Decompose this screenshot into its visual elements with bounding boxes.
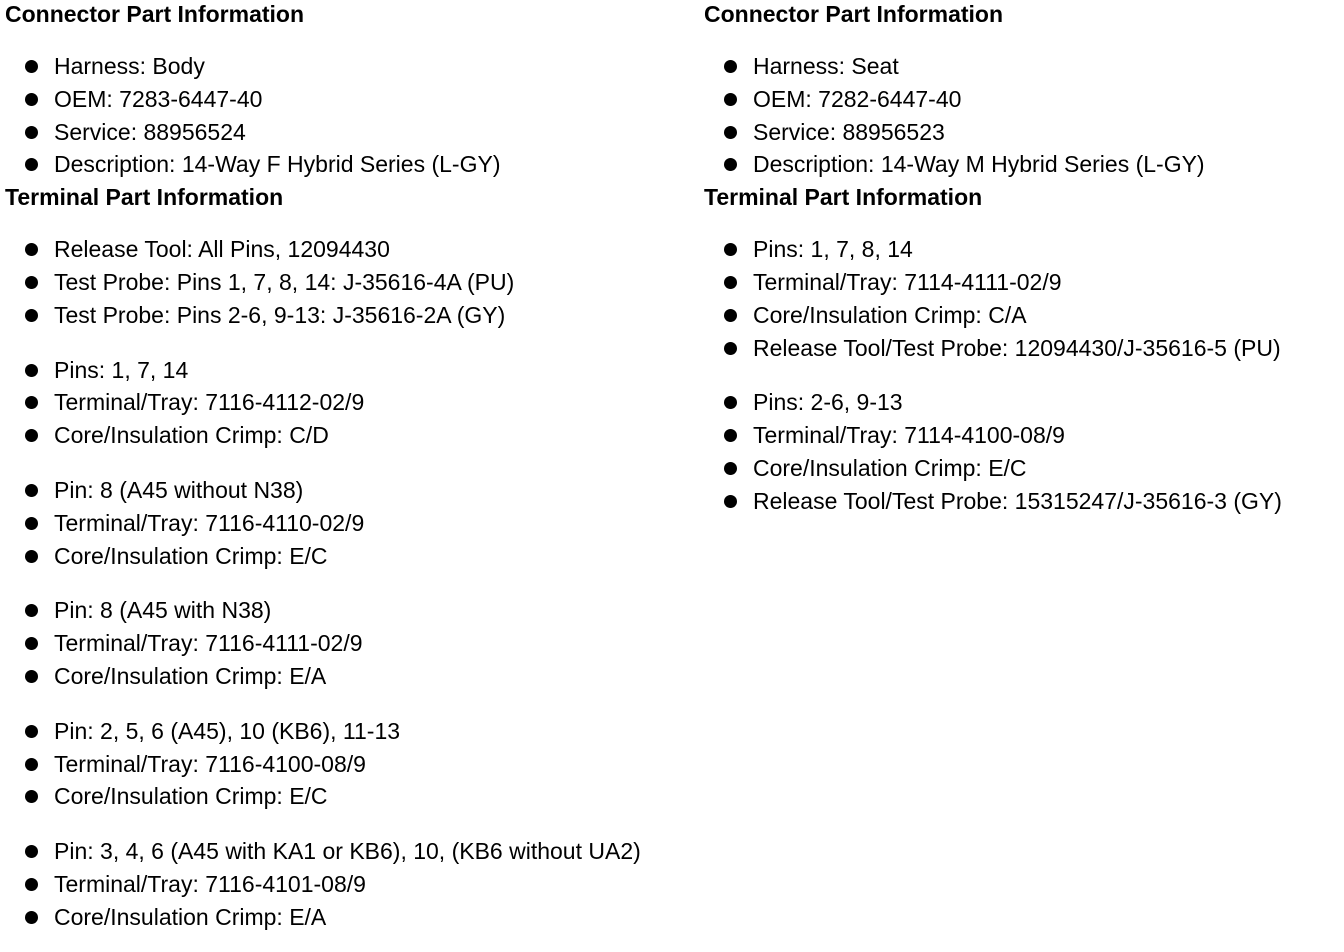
list-item: Terminal/Tray: 7116-4110-02/9 bbox=[5, 507, 695, 540]
terminal-group bbox=[5, 354, 695, 452]
list-item: Terminal/Tray: 7116-4100-08/9 bbox=[5, 748, 695, 781]
bullet-icon bbox=[724, 495, 737, 508]
list-item: Core/Insulation Crimp: E/A bbox=[5, 901, 695, 934]
list-item: Terminal/Tray: 7116-4101-08/9 bbox=[5, 868, 695, 901]
bullet-icon bbox=[25, 637, 38, 650]
terminal-part-heading: Terminal Part Information bbox=[5, 184, 284, 211]
list-item: Pin: 8 (A45 without N38) bbox=[5, 474, 695, 507]
list-item: Description: 14-Way F Hybrid Series (L-GY) bbox=[5, 148, 695, 181]
list-item: Test Probe: Pins 1, 7, 8, 14: J-35616-4A (PU) bbox=[5, 266, 695, 299]
bullet-icon bbox=[25, 243, 38, 256]
list-item: Pin: 2, 5, 6 (A45), 10 (KB6), 11-13 bbox=[5, 715, 695, 748]
connector-part-list bbox=[5, 50, 695, 181]
bullet-icon bbox=[724, 276, 737, 289]
bullet-icon bbox=[25, 276, 38, 289]
bullet-icon bbox=[25, 878, 38, 891]
list-item: Harness: Body bbox=[5, 50, 695, 83]
list-item: OEM: 7282-6447-40 bbox=[704, 83, 1344, 116]
bullet-icon bbox=[724, 126, 737, 139]
left-connector-column bbox=[5, 0, 695, 934]
terminal-group bbox=[5, 474, 695, 572]
bullet-icon bbox=[25, 364, 38, 377]
list-item: Terminal/Tray: 7114-4111-02/9 bbox=[704, 266, 1344, 299]
list-item: Release Tool/Test Probe: 12094430/J-35616-5 (PU) bbox=[704, 332, 1344, 365]
bullet-icon bbox=[25, 845, 38, 858]
list-item: Terminal/Tray: 7116-4111-02/9 bbox=[5, 627, 695, 660]
list-item: Service: 88956523 bbox=[704, 116, 1344, 149]
bullet-icon bbox=[25, 911, 38, 924]
bullet-icon bbox=[25, 429, 38, 442]
list-item: Pins: 2-6, 9-13 bbox=[704, 386, 1344, 419]
bullet-icon bbox=[724, 342, 737, 355]
bullet-icon bbox=[25, 60, 38, 73]
right-connector-column bbox=[704, 0, 1344, 518]
bullet-icon bbox=[25, 725, 38, 738]
terminal-part-groups bbox=[5, 233, 695, 933]
list-item: Core/Insulation Crimp: E/A bbox=[5, 660, 695, 693]
connector-part-heading: Connector Part Information bbox=[704, 1, 1004, 27]
terminal-group bbox=[5, 835, 695, 933]
list-item: Release Tool: All Pins, 12094430 bbox=[5, 233, 695, 266]
list-item: Harness: Seat bbox=[704, 50, 1344, 83]
connector-part-heading: Connector Part Information bbox=[5, 1, 305, 27]
bullet-icon bbox=[25, 396, 38, 409]
bullet-icon bbox=[724, 243, 737, 256]
list-item: Core/Insulation Crimp: E/C bbox=[704, 452, 1344, 485]
bullet-icon bbox=[724, 396, 737, 409]
list-item: OEM: 7283-6447-40 bbox=[5, 83, 695, 116]
terminal-group bbox=[704, 386, 1344, 517]
list-item: Service: 88956524 bbox=[5, 116, 695, 149]
list-item: Release Tool/Test Probe: 15315247/J-35616-3 (GY) bbox=[704, 485, 1344, 518]
bullet-icon bbox=[25, 550, 38, 563]
terminal-part-groups bbox=[704, 233, 1344, 517]
list-item: Pins: 1, 7, 8, 14 bbox=[704, 233, 1344, 266]
bullet-icon bbox=[724, 60, 737, 73]
bullet-icon bbox=[724, 158, 737, 171]
bullet-icon bbox=[724, 309, 737, 322]
list-item: Core/Insulation Crimp: C/A bbox=[704, 299, 1344, 332]
bullet-icon bbox=[724, 429, 737, 442]
list-item: Description: 14-Way M Hybrid Series (L-GY) bbox=[704, 148, 1344, 181]
list-item: Test Probe: Pins 2-6, 9-13: J-35616-2A (GY) bbox=[5, 299, 695, 332]
list-item: Core/Insulation Crimp: C/D bbox=[5, 419, 695, 452]
list-item: Terminal/Tray: 7116-4112-02/9 bbox=[5, 386, 695, 419]
bullet-icon bbox=[25, 309, 38, 322]
bullet-icon bbox=[25, 484, 38, 497]
terminal-group bbox=[5, 233, 695, 331]
bullet-icon bbox=[25, 604, 38, 617]
terminal-group bbox=[5, 715, 695, 813]
bullet-icon bbox=[25, 126, 38, 139]
bullet-icon bbox=[25, 93, 38, 106]
terminal-group bbox=[5, 594, 695, 692]
bullet-icon bbox=[724, 462, 737, 475]
list-item: Terminal/Tray: 7114-4100-08/9 bbox=[704, 419, 1344, 452]
bullet-icon bbox=[25, 517, 38, 530]
bullet-icon bbox=[25, 790, 38, 803]
bullet-icon bbox=[724, 93, 737, 106]
list-item: Pins: 1, 7, 14 bbox=[5, 354, 695, 387]
terminal-part-heading: Terminal Part Information bbox=[704, 184, 983, 211]
bullet-icon bbox=[25, 670, 38, 683]
list-item: Core/Insulation Crimp: E/C bbox=[5, 780, 695, 813]
list-item: Pin: 3, 4, 6 (A45 with KA1 or KB6), 10, (KB6 without UA2) bbox=[5, 835, 695, 868]
terminal-group bbox=[704, 233, 1344, 364]
list-item: Pin: 8 (A45 with N38) bbox=[5, 594, 695, 627]
bullet-icon bbox=[25, 758, 38, 771]
connector-part-list bbox=[704, 50, 1344, 181]
bullet-icon bbox=[25, 158, 38, 171]
list-item: Core/Insulation Crimp: E/C bbox=[5, 540, 695, 573]
